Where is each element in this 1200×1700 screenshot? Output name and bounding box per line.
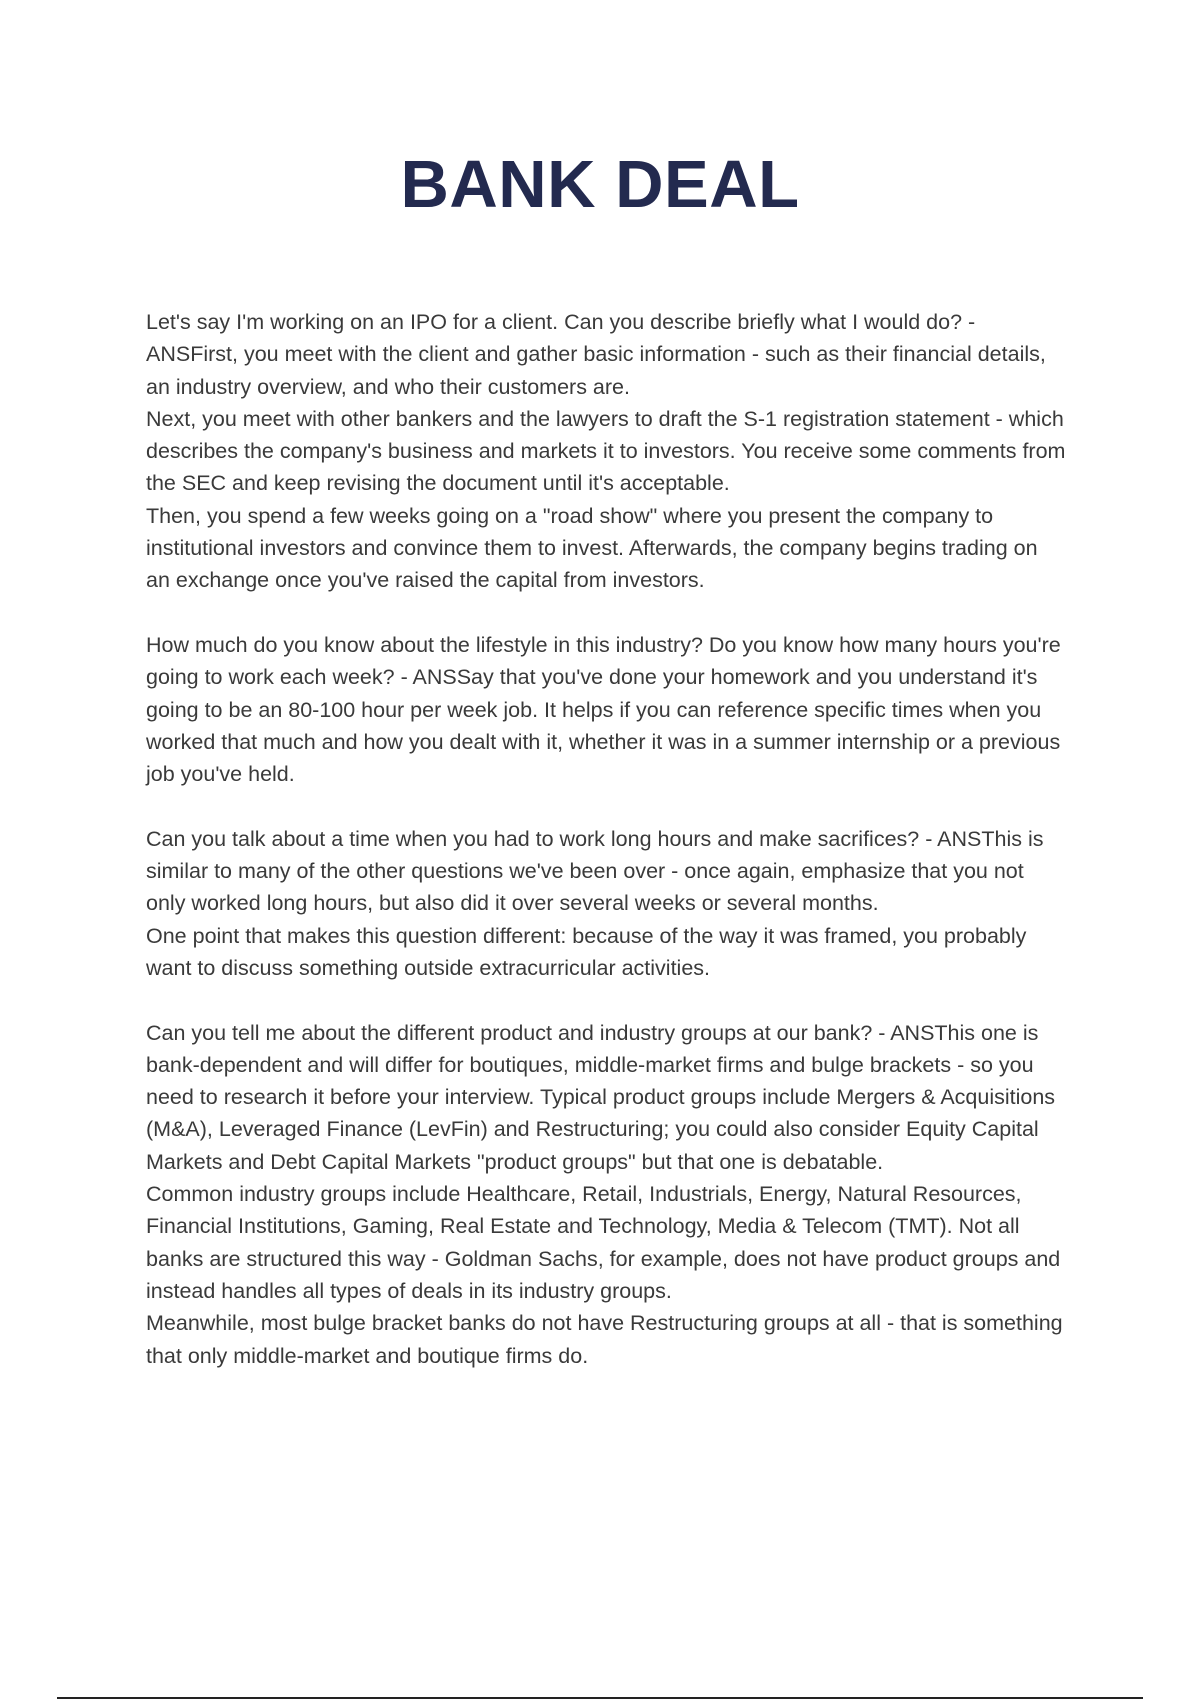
paragraph: How much do you know about the lifestyle in this industry? Do you know how many hours you're going to work each week? - ANSSay that you've done your homework and you understand it's going to be an 80-100 hour per week job. It helps if you can reference specific times when you worked that much and how you dealt with it, whether it was in a summer internship or a previous job you've held. xyxy=(146,632,1061,787)
paragraph: Then, you spend a few weeks going on a "road show" where you present the company to institutional investors and convince them to invest. Afterwards, the company begins trading on an exchange once you've raised the capital from investors. xyxy=(146,503,1038,593)
paragraph: Common industry groups include Healthcare, Retail, Industrials, Energy, Natural Resources, Financial Institutions, Gaming, Real Estate and Technology, Media & Telecom (TMT). Not all banks are structured this way - Goldman Sachs, for example, does not have product groups and instead handles all types of deals in its industry groups. xyxy=(146,1182,1061,1303)
paragraph: Let's say I'm working on an IPO for a client. Can you describe briefly what I would do? - ANSFirst, you meet with the client and gather basic information - such as their financial details, an industry overview, and who their customers are. xyxy=(146,310,1046,399)
footer-divider xyxy=(57,1697,1143,1699)
paragraph: Next, you meet with other bankers and the lawyers to draft the S-1 registration statement - which describes the company's business and markets it to investors. You receive some comments from the SEC and keep revising the document until it's acceptable. xyxy=(146,406,1066,496)
qa-entry-groups xyxy=(146,1017,1066,1372)
qa-entry-lifestyle xyxy=(146,629,1066,790)
qa-entry-ipo xyxy=(146,306,1066,597)
paragraph: Meanwhile, most bulge bracket banks do not have Restructuring groups at all - that is something that only middle-market and boutique firms do. xyxy=(146,1311,1063,1368)
document-body xyxy=(146,306,1066,1404)
qa-entry-long-hours xyxy=(146,823,1066,984)
page-title: BANK DEAL xyxy=(400,147,800,222)
paragraph: One point that makes this question different: because of the way it was framed, you probably want to discuss something outside extracurricular activities. xyxy=(146,923,1027,980)
paragraph: Can you tell me about the different product and industry groups at our bank? - ANSThis one is bank-dependent and will differ for boutiques, middle-market firms and bulge brackets - so you need to research it before your interview. Typical product groups include Mergers & Acquisitions (M&A), Leveraged Finance (LevFin) and Restructuring; you could also consider Equity Capital Markets and Debt Capital Markets "product groups" but that one is debatable. xyxy=(146,1020,1056,1174)
paragraph: Can you talk about a time when you had to work long hours and make sacrifices? - ANSThis is similar to many of the other questions we've been over - once again, emphasize that you not only worked long hours, but also did it over several weeks or several months. xyxy=(146,826,1044,916)
